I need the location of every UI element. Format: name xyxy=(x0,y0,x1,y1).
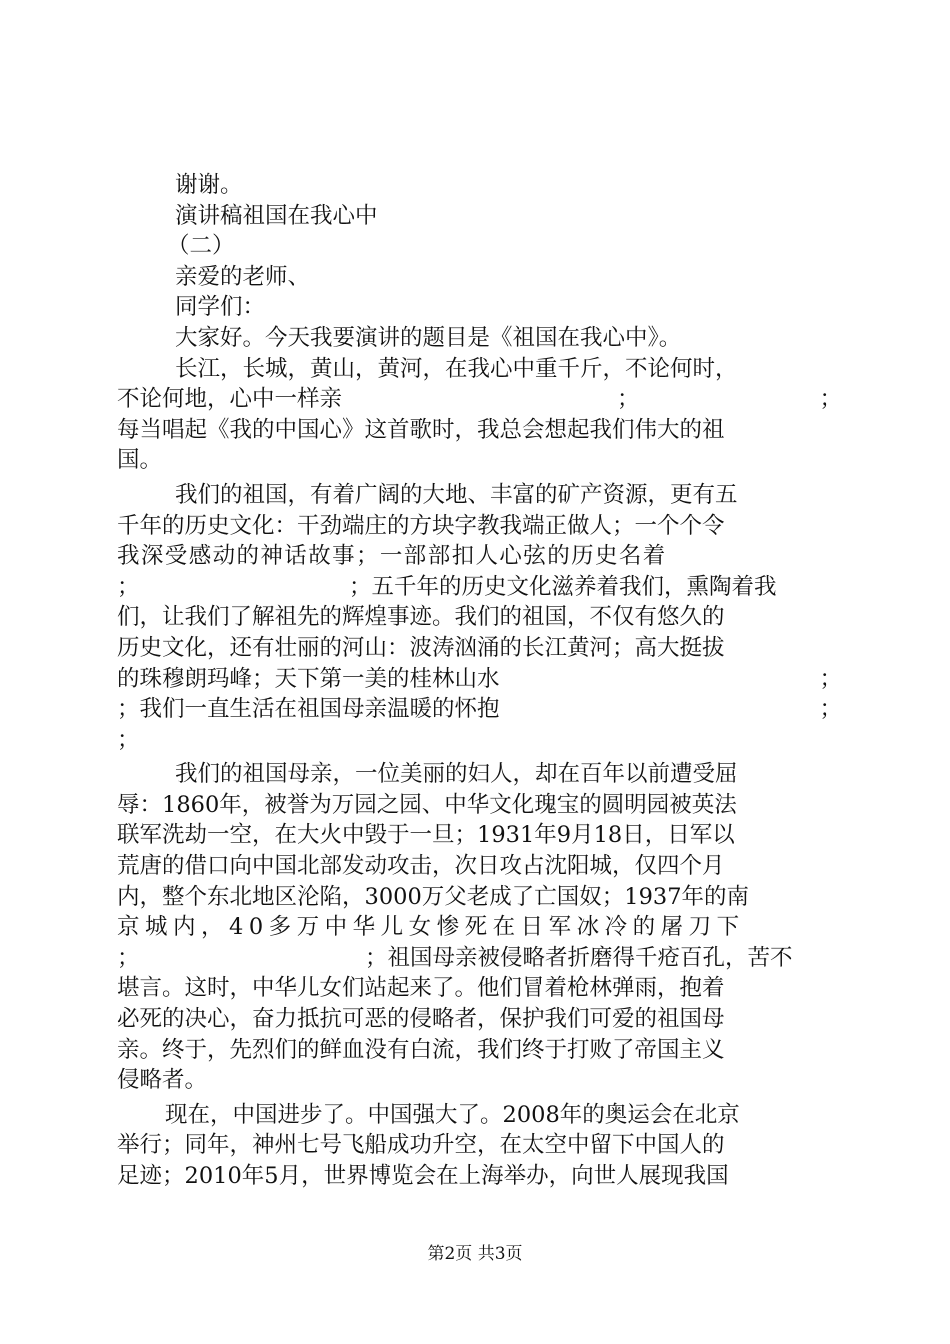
line-segment: ； xyxy=(819,386,842,413)
paragraph-line: 足迹；2010年5月，世界博览会在上海举办，向世人展现我国 xyxy=(117,1163,729,1189)
paragraph-line: 必死的决心，奋力抵抗可恶的侵略者，保护我们可爱的祖国母 xyxy=(117,1006,725,1033)
line-segment: ；祖国母亲被侵略者折磨得千疮百孔，苦不 xyxy=(365,944,793,971)
page-number-footer: 第2页 共3页 xyxy=(427,1244,523,1264)
greeting-line: 同学们： xyxy=(175,294,266,321)
line-segment: ； xyxy=(819,696,842,723)
paragraph-line: 举行；同年，神州七号飞船成功升空，在太空中留下中国人的 xyxy=(117,1132,725,1159)
line-segment: 的珠穆朗玛峰；天下第一美的桂林山水 xyxy=(117,665,500,692)
paragraph-line: 侵略者。 xyxy=(117,1067,208,1094)
greeting-line: 亲爱的老师、 xyxy=(175,263,311,290)
line-segment: ； xyxy=(117,573,140,600)
line-segment: ； xyxy=(819,665,842,692)
section-number: （二） xyxy=(167,233,235,260)
paragraph-line xyxy=(117,384,842,415)
speech-title: 演讲稿祖国在我心中 xyxy=(175,202,378,229)
paragraph-line xyxy=(117,664,842,695)
paragraph-line: 历史文化，还有壮丽的河山：波涛汹涌的长江黄河；高大挺拔 xyxy=(117,634,725,661)
line-segment: 不论何地，心中一样亲 xyxy=(117,386,343,413)
paragraph-line: 我们的祖国，有着广阔的大地、丰富的矿产资源，更有五 xyxy=(175,481,738,508)
line-segment: ；我们一直生活在祖国母亲温暖的怀抱 xyxy=(117,696,500,723)
paragraph-line: 堪言。这时，中华儿女们站起来了。他们冒着枪林弹雨，抱着 xyxy=(117,975,725,1002)
paragraph-line: 千年的历史文化：干劲端庄的方块字教我端正做人；一个个令 xyxy=(117,512,725,539)
paragraph-line: 内，整个东北地区沦陷，3000万父老成了亡国奴；1937年的南 xyxy=(117,883,750,910)
paragraph-line: 每当唱起《我的中国心》这首歌时，我总会想起我们伟大的祖 xyxy=(117,416,725,443)
paragraph-line: 我深受感动的神话故事；一部部扣人心弦的历史名着 xyxy=(117,543,667,570)
paragraph-line: 亲。终于，先烈们的鲜血没有白流，我们终于打败了帝国主义 xyxy=(117,1036,725,1063)
closing-thanks: 谢谢。 xyxy=(175,172,243,198)
paragraph-line: 联军洗劫一空，在大火中毁于一旦；1931年9月18日，日军以 xyxy=(117,822,735,849)
line-segment: ； xyxy=(616,386,640,413)
paragraph-line: 长江，长城，黄山，黄河，在我心中重千斤，不论何时， xyxy=(175,355,738,382)
paragraph-line: 荒唐的借口向中国北部发动攻击，次日攻占沈阳城，仅四个月 xyxy=(117,853,725,880)
paragraph-line: 辱：1860年，被誉为万园之园、中华文化瑰宝的圆明园被英法 xyxy=(117,791,737,818)
line-segment: ； xyxy=(117,944,140,971)
paragraph-line xyxy=(117,572,832,603)
paragraph-line: 国。 xyxy=(117,447,163,474)
paragraph-line: 我们的祖国母亲，一位美丽的妇人，却在百年以前遭受屈 xyxy=(175,761,738,788)
paragraph-line: 现在，中国进步了。中国强大了。2008年的奥运会在北京 xyxy=(165,1101,740,1128)
paragraph-line xyxy=(117,943,832,974)
paragraph-line: ； xyxy=(117,726,140,753)
paragraph-line: 京城内，40多万中华儿女惨死在日军冰冷的屠刀下 xyxy=(117,914,745,941)
line-segment: ；五千年的历史文化滋养着我们，熏陶着我 xyxy=(349,573,777,600)
paragraph-line: 们，让我们了解祖先的辉煌事迹。我们的祖国，不仅有悠久的 xyxy=(117,604,725,631)
paragraph-line xyxy=(117,694,842,725)
document-body xyxy=(117,170,842,1192)
intro-line: 大家好。今天我要演讲的题目是《祖国在我心中》。 xyxy=(175,324,682,351)
